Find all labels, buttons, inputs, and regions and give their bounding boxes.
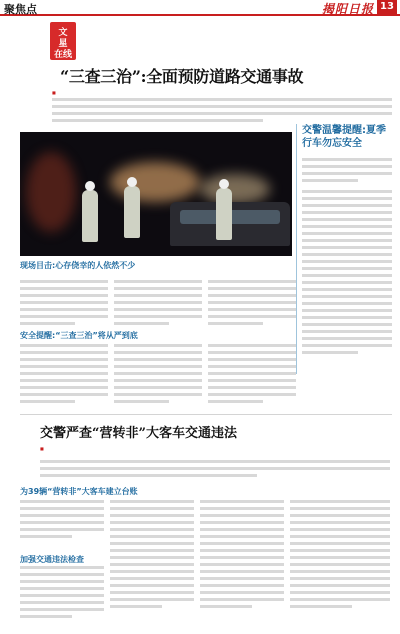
photo-section-head: 现场目击:心存侥幸的人依然不少	[20, 261, 136, 270]
article1-column	[20, 344, 108, 407]
article1-column	[114, 280, 202, 329]
sidebar-body	[302, 190, 392, 354]
article2-column	[20, 500, 104, 542]
article2-subhead-2: 加强交通违法检查	[20, 555, 84, 564]
article2-byline	[40, 446, 44, 451]
article2-lead	[40, 460, 390, 481]
news-photo-night-checkpoint	[20, 132, 292, 256]
article2-column	[290, 500, 390, 612]
article1-byline	[52, 90, 56, 95]
article2-column	[20, 566, 104, 622]
main-headline: “三查三治”:全面预防道路交通事故	[60, 67, 304, 86]
article1-subhead: 安全提醒:“三查三治”将从严到底	[20, 331, 138, 340]
article2-column	[110, 500, 194, 612]
section-name: 聚焦点	[4, 3, 37, 16]
article2-column	[200, 500, 284, 612]
article1-column	[208, 280, 296, 329]
article1-column	[208, 344, 296, 407]
sidebar-box	[296, 124, 392, 374]
photo-officer	[124, 186, 140, 238]
section-divider	[20, 414, 392, 415]
column-logo-line2: 星	[58, 39, 68, 49]
article1-lead-placeholder	[52, 98, 392, 122]
photo-officer	[82, 190, 98, 242]
article1-lead	[52, 98, 392, 126]
article1-column	[20, 280, 108, 329]
column-logo	[50, 22, 76, 60]
sidebar-headline: 交警温馨提醒:夏季行车勿忘安全	[302, 125, 386, 149]
paper-name: 揭阳日报	[321, 2, 374, 16]
article2-subhead-1: 为39辆“营转非”大客车建立台账	[20, 487, 138, 496]
masthead	[0, 0, 400, 16]
sidebar-lead	[302, 158, 392, 182]
second-headline: 交警严查“营转非”大客车交通违法	[40, 426, 237, 441]
page-number: 13	[377, 0, 397, 14]
column-logo-line3: 在线	[53, 50, 72, 60]
article1-column	[114, 344, 202, 407]
column-logo-line1: 文	[58, 28, 68, 38]
photo-officer	[216, 188, 232, 240]
